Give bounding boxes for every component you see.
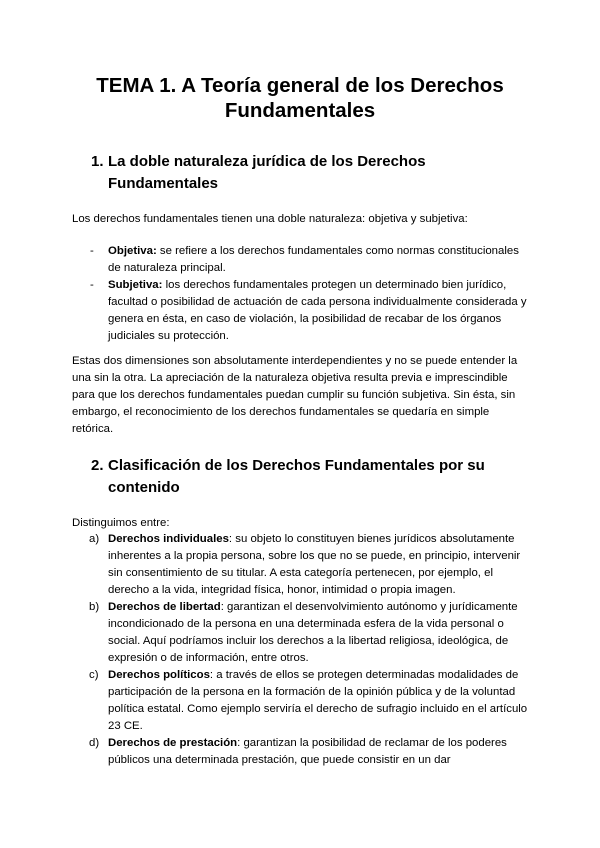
list-item [72, 531, 532, 599]
list-text: : a través de ellos se protegen determinadas modalidades de participación de la persona en la formación de la opinión pública y de la voluntad política estatal. Como ejemplo serviría el derecho de sufragio incluido en el artículo 23 CE. [108, 669, 528, 732]
list-text: : su objeto lo constituyen bienes jurídicos absolutamente inherentes a la propia persona, sobre los que no se puede, en principio, intervenir sin consentimiento de su titular. A esta categoría pertenecen, por ejemplo, el derecho a la vida, integridad física, honor, intimidad o propia imagen. [108, 533, 521, 596]
bullet-text: se refiere a los derechos fundamentales como normas constitucionales de naturaleza principal. [108, 245, 519, 274]
list-marker: b) [89, 601, 100, 613]
section-1-bullet-list [72, 243, 532, 345]
bullet-term: Objetiva: [108, 245, 157, 257]
list-item [72, 667, 532, 735]
list-marker: c) [89, 669, 99, 681]
section-1-number: 1. [91, 153, 104, 170]
list-item [72, 735, 532, 769]
list-term: Derechos de prestación [108, 737, 238, 749]
list-item [72, 599, 532, 667]
section-1-closing-paragraph: Estas dos dimensiones son absolutamente interdependientes y no se puede entender la una sin la otra. La apreciación de la naturaleza objetiva resulta previa e imprescindible para que los derechos fundamentales puedan cumplir su función subjetiva. Sin ésta, sin embargo, el reconocimiento de los derechos fundamentales se quedaría en simple retórica. [72, 355, 518, 435]
list-marker: d) [89, 737, 100, 749]
bullet-marker: - [90, 245, 94, 257]
section-2-heading-text: Clasificación de los Derechos Fundamentales por su contenido [108, 457, 485, 496]
bullet-term: Subjetiva: [108, 279, 163, 291]
bullet-item [72, 277, 532, 345]
list-text: : garantizan la posibilidad de reclamar de los poderes públicos una determinada prestación, que puede consistir en un dar [108, 737, 507, 766]
section-2-classification-list [72, 531, 532, 769]
section-2-number: 2. [91, 457, 104, 474]
section-2-heading [91, 455, 521, 499]
list-term: Derechos de libertad [108, 601, 221, 613]
bullet-item [72, 243, 532, 277]
section-1-heading-text: La doble naturaleza jurídica de los Derechos Fundamentales [108, 153, 426, 192]
list-text: : garantizan el desenvolvimiento autónomo y jurídicamente incondicionado de la persona en una determinada esfera de la vida personal o social. Aquí podríamos incluir los derechos a la libertad religiosa, ideológica, de expresión o de información, entre otros. [108, 601, 518, 664]
list-term: Derechos individuales [108, 533, 229, 545]
list-term: Derechos políticos [108, 669, 210, 681]
list-marker: a) [89, 533, 100, 545]
section-2-intro: Distinguimos entre: [72, 517, 170, 529]
section-1-heading [91, 151, 521, 195]
bullet-text: los derechos fundamentales protegen un determinado bien jurídico, facultad o posibilidad de actuación de cada persona individualmente considerada y genera en ésta, en caso de violación, la posibilidad de recabar de los órganos judiciales su protección. [108, 279, 527, 342]
bullet-marker: - [90, 279, 94, 291]
section-1-intro: Los derechos fundamentales tienen una doble naturaleza: objetiva y subjetiva: [72, 213, 468, 225]
page-title: TEMA 1. A Teoría general de los Derechos Fundamentales [96, 74, 504, 122]
